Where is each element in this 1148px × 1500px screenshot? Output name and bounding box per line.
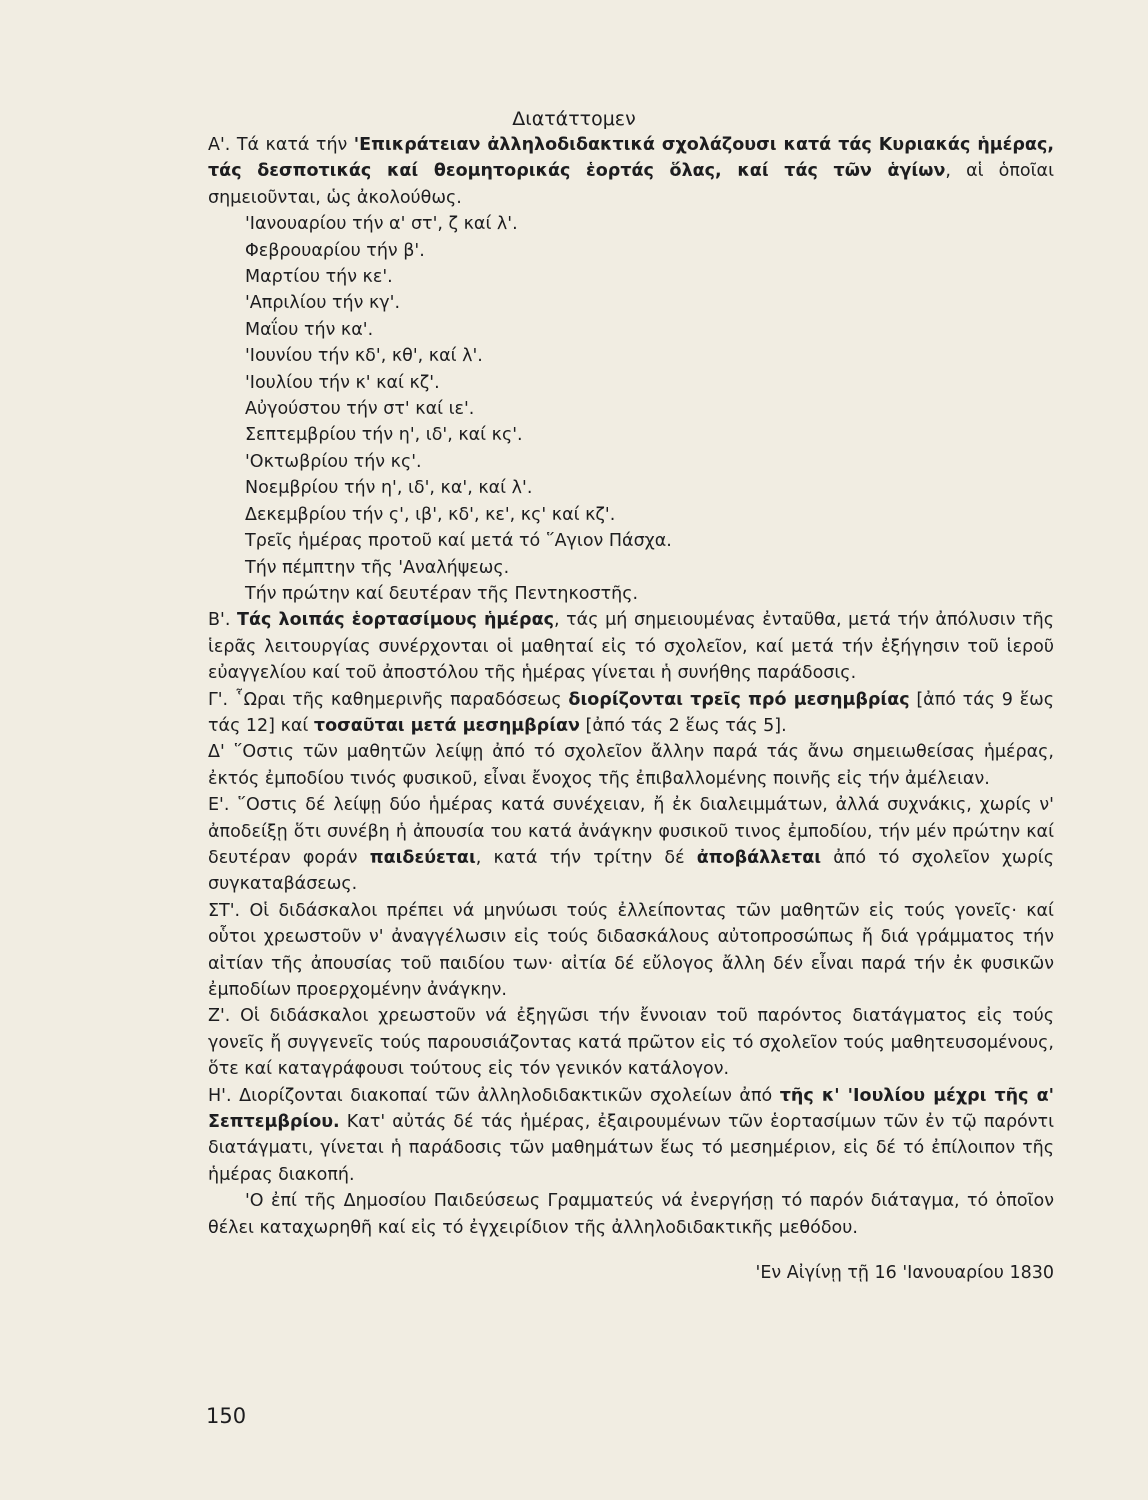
holiday-item-april: 'Απριλίου τήν κγ'.: [245, 293, 401, 314]
section-a-text-end: , αἱ ὁποῖαι σημειοῦνται, ὡς ἀκολούθως.: [208, 161, 1054, 208]
holiday-item-march: Μαρτίου τήν κε'.: [245, 267, 393, 288]
section-c-text: ῟Ωραι τῆς καθημερινῆς παραδόσεως: [234, 689, 569, 710]
section-d: [208, 739, 1054, 792]
section-a-text: Τά κατά τήν: [236, 135, 354, 155]
holiday-item-december: Δεκεμβρίου τήν ς', ιβ', κδ', κε', κς' καί κζ'.: [245, 504, 616, 525]
section-f-mark: ΣΤ'.: [208, 900, 241, 921]
section-z: [208, 1003, 1054, 1082]
holiday-item-august: Αὐγούστου τήν στ' καί ιε'.: [245, 399, 475, 420]
document-date: 'Εν Αἰγίνῃ τῇ 16 'Ιανουαρίου 1830: [755, 1263, 1054, 1284]
section-b-bold: Τάς λοιπάς ἑορτασίμους ἡμέρας: [237, 610, 554, 631]
section-e-text: ῞Οστις δέ λείψῃ δύο ἡμέρας κατά συνέχειαν, ἤ ἐκ διαλειμμάτων, ἀλλά συχνάκις, χωρίς ν' ἀποδείξῃ ὅτι συνέβη ἡ ἀπουσία του κατά ἀνάγκην φυσικοῦ τινος ἐμποδίου, τήν μέν πρώτην καί δευτέραν φοράν: [208, 795, 1054, 868]
holiday-item-june: 'Ιουνίου τήν κδ', κθ', καί λ'.: [245, 346, 483, 367]
holiday-item-october: 'Οκτωβρίου τήν κς'.: [245, 451, 422, 472]
section-d-text: ῞Οστις τῶν μαθητῶν λείψῃ ἀπό τό σχολεῖον ἄλλην παρά τάς ἄνω σημειωθείσας ἡμέρας, ἐκτός ἐμποδίου τινός φυσικοῦ, εἶναι ἔνοχος τῆς ἐπιβαλλομένης ποινῆς εἰς τήν ἀμέλειαν.: [208, 742, 1054, 789]
holiday-item-easter: Τρεῖς ἡμέρας προτοῦ καί μετά τό ῞Αγιον Πάσχα.: [245, 531, 672, 552]
section-a-bold: 'Επικράτειαν ἀλληλοδιδακτικά σχολάζουσι κατά τάς Κυριακάς ἡμέρας, τάς δεσποτικάς καί θεομητορικάς ἑορτάς ὅλας, καί τάς τῶν ἁγίων: [208, 135, 1054, 182]
holiday-item-july: 'Ιουλίου τήν κ' καί κζ'.: [245, 372, 440, 393]
section-z-text: Οἱ διδάσκαλοι χρεωστοῦν νά ἐξηγῶσι τήν ἔννοιαν τοῦ παρόντος διατάγματος εἰς τούς γονεῖς ἤ συγγενεῖς τούς παρουσιάζοντας κατά πρῶτον εἰς τό σχολεῖον τούς μαθητευσομένους, ὅτε καί καταγράφουσι τούτους εἰς τόν γενικόν κατάλογον.: [208, 1006, 1054, 1080]
page-number: 150: [206, 1404, 247, 1428]
section-c-mark: Γ'.: [208, 689, 229, 710]
section-e: [208, 792, 1054, 898]
holiday-item-january: 'Ιανουαρίου τήν α' στ', ζ καί λ'.: [245, 214, 518, 235]
section-a: [208, 132, 1054, 211]
section-h-mark: Η'.: [208, 1085, 232, 1106]
section-f: [208, 898, 1054, 1004]
section-e-bold-1: παιδεύεται: [369, 847, 476, 868]
section-e-text-3: ἀπό τό σχολεῖον χωρίς συγκαταβάσεως.: [208, 847, 1054, 895]
section-c-bold-2: τοσαῦται μετά μεσημβρίαν: [313, 715, 580, 736]
section-c-bold-1: διορίζονται τρεῖς πρό μεσημβρίας: [568, 689, 910, 710]
section-h-bold: τῆς κ' 'Ιουλίου μέχρι τῆς α' Σεπτεμβρίου.: [208, 1085, 1054, 1133]
section-h: [208, 1083, 1054, 1189]
closing-paragraph: 'Ο ἐπί τῆς Δημοσίου Παιδεύσεως Γραμματεύς νά ἐνεργήσῃ τό παρόν διάταγμα, τό ὁποῖον θέλει καταχωρηθῆ καί εἰς τό ἐγχειρίδιον τῆς ἀλληλοδιδακτικῆς μεθόδου.: [208, 1191, 1054, 1238]
section-a-mark: Α'.: [208, 135, 231, 155]
section-c-text-2: [ἀπό τάς 9 ἕως τάς 12] καί: [208, 689, 1054, 736]
holiday-list: [208, 211, 1054, 607]
holiday-item-may: Μαΐου τήν κα'.: [245, 319, 374, 340]
holiday-item-ascension: Τήν πέμπτην τῆς 'Αναλήψεως.: [245, 557, 510, 578]
section-h-text-2: Κατ' αὐτάς δέ τάς ἡμέρας, ἐξαιρουμένων τῶν ἑορτασίμων τῶν ἐν τῷ παρόντι διατάγματι, γίνεται ἡ παράδοσις τῶν μαθημάτων ἕως τό μεσημέριον, εἰς δέ τό ἐπίλοιπον τῆς ἡμέρας διακοπή.: [208, 1112, 1054, 1185]
section-d-mark: Δ': [208, 742, 225, 763]
section-c-text-3: [ἀπό τάς 2 ἕως τάς 5].: [579, 715, 787, 736]
section-z-mark: Ζ'.: [208, 1006, 231, 1027]
holiday-item-november: Νοεμβρίου τήν η', ιδ', κα', καί λ'.: [245, 478, 533, 499]
section-e-text-2: , κατά τήν τρίτην δέ: [475, 847, 697, 868]
holiday-item-pentecost: Τήν πρώτην καί δευτέραν τῆς Πεντηκοστῆς.: [245, 583, 639, 604]
document-heading: Διατάττομεν: [512, 108, 636, 130]
section-c: [208, 687, 1054, 740]
holiday-item-september: Σεπτεμβρίου τήν η', ιδ', καί κς'.: [245, 425, 523, 446]
section-f-text: Οἱ διδάσκαλοι πρέπει νά μηνύωσι τούς ἐλλείποντας τῶν μαθητῶν εἰς τούς γονεῖς· καί οὗτοι χρεωστοῦν ν' ἀναγγέλωσιν εἰς τούς διδασκάλους αὐτοπροσώπως ἤ διά γράμματος τήν αἰτίαν τῆς ἀπουσίας τοῦ παιδίου των· αἰτία δέ εὔλογος ἄλλη δέν εἶναι παρά τήν ἐκ φυσικῶν ἐμποδίων προερχομένην ἀνάγκην.: [208, 900, 1054, 1000]
section-e-mark: Ε'.: [208, 795, 230, 816]
section-b-text: , τάς μή σημειουμένας ἐνταῦθα, μετά τήν ἀπόλυσιν τῆς ἱερᾶς λειτουργίας συνέρχονται οἱ μαθηταί εἰς τό σχολεῖον, καί μετά τήν ἐξήγησιν τοῦ ἱεροῦ εὐαγγελίου καί τοῦ ἀποστόλου τῆς ἡμέρας γίνεται ἡ συνήθης παράδοσις.: [208, 610, 1054, 684]
section-h-text: Διορίζονται διακοπαί τῶν ἀλληλοδιδακτικῶν σχολείων ἀπό: [239, 1085, 780, 1106]
section-b: [208, 607, 1054, 686]
section-b-mark: Β'.: [208, 610, 231, 631]
holiday-item-february: Φεβρουαρίου τήν β'.: [245, 240, 425, 261]
section-e-bold-2: ἀποβάλλεται: [696, 847, 822, 868]
document-body: [208, 132, 1054, 1286]
